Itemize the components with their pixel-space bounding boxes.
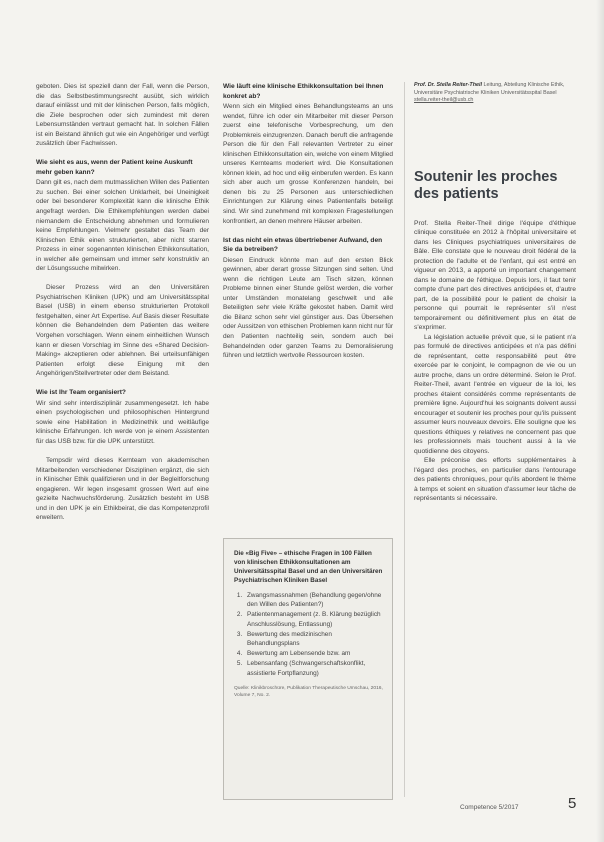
question-heading: Wie ist Ihr Team organisiert? bbox=[36, 389, 126, 397]
author-credit bbox=[414, 82, 576, 105]
paragraph: geboten. Dies ist speziell dann der Fall, wenn die Person, die das Selbstbestimmungsrecht ausübt, sich wirklich darauf einlässt und mit der klinischen Person, falls möglich, die Ziele besprochen oder sich zumindest mit deren Lebensumständen vertraut gemacht hat. In solchen Fällen ist ein Beistand ähnlich gut wie ein Angehöriger und verfügt zusätzlich über Fachwissen. bbox=[36, 83, 209, 148]
list-item: 3. Bewertung des medizinischen Behandlungsplans bbox=[244, 630, 384, 648]
paragraph: Elle préconise des efforts supplémentaires à l'égard des proches, en particulier dans l'entourage des patients chroniques, pour qu'ils abordent le thème à temps et soient en situation d'assumer leur tâche de représentants si nécessaire. bbox=[414, 457, 576, 503]
page-number: 5 bbox=[568, 795, 577, 812]
column-divider bbox=[404, 82, 405, 797]
column-right bbox=[414, 82, 576, 504]
question-heading: Wie sieht es aus, wenn der Patient keine Auskunft mehr geben kann? bbox=[36, 159, 193, 176]
page-edge-shadow bbox=[596, 0, 604, 842]
question-heading: Wie läuft eine klinische Ethikkonsultation bei Ihnen konkret ab? bbox=[223, 83, 384, 100]
list-item: 5. Lebensanfang (Schwangerschaftskonflikt, assistierte Fortpflanzung) bbox=[244, 659, 384, 677]
infobox-source: Quelle: Klinikbroschüre, Publikation Therapeutische Umschau, 2016, Volume 7, No. 2. bbox=[234, 685, 383, 698]
author-email-link[interactable]: stella.reiter-theil@usb.ch bbox=[414, 97, 474, 104]
paragraph: Tempsdir wird dieses Kernteam von akademischen Mitarbeitenden verschiedener Disziplinen ergänzt, die sich in Klinischer Ethik qualifizieren und in der Begleitforschung engagieren. Wir legen insgesamt grossen Wert auf eine gezielte Nachwuchsförderung. Zusätzlich besteht im USB und in den UPK je ein Ethikbeirat, die das Kompetenzprofil erweitern. bbox=[36, 457, 209, 522]
column-middle bbox=[223, 82, 393, 370]
infobox-list bbox=[234, 591, 384, 678]
column-left bbox=[36, 82, 209, 532]
big-five-infobox bbox=[223, 538, 393, 800]
paragraph: Prof. Stella Reiter-Theil dirige l'équipe d'éthique clinique constituée en 2012 à l'hôpital universitaire et dans les Cliniques psychiatriques universitaires de Bâle. Elle constate que le nouveau droit fédéral de la protection de l'adulte et de l'enfant, qui est entré en vigueur en 2013, a apporté un important changement dans le domaine de l'éthique. Depuis lors, il faut tenir compte d'une part des directives anticipées et, d'autre part, de la possibilité pour le patient de choisir la personne qui pourrait le représenter s'il n'est temporairement ou définitivement plus en état de s'exprimer. bbox=[414, 219, 576, 332]
author-role: Leitung, Abteilung Klinische Ethik, Universitäre Psychiatrische Kliniken Universitätsspital Basel bbox=[414, 82, 565, 96]
list-item: 1. Zwangsmassnahmen (Behandlung gegen/ohne den Willen des Patienten?) bbox=[244, 591, 384, 609]
list-item: 2. Patientenmanagement (z. B. Klärung bezüglich Anschlusslösung, Entlassung) bbox=[244, 610, 384, 628]
paragraph: Wir sind sehr interdisziplinär zusammengesetzt. Ich habe einen psychologischen und philosophischen Hintergrund sowie eine Habilitation in Medizinethik und weitläufige klinische Erfahrungen. Ich werde von je einem Assistenten für das USB bzw. für die UPK unterstützt. bbox=[36, 399, 209, 445]
paragraph: La législation actuelle prévoit que, si le patient n'a pas formulé de directives anticipées et n'a pas défini de représentant, cette responsabilité peut être exercée par le conjoint, le compagnon de vie ou un autre proche, dans un ordre déterminé. Selon le Prof. Reiter-Theil, avant l'entrée en vigueur de la loi, les proches étaient considérés comme représentants de première ligne. Aujourd'hui les soignants doivent aussi encourager et soutenir les proches pour qu'ils puissent assumer leurs nouveaux devoirs. Elle souligne que les questions éthiques y relatives ne concernent pas que les professionnels mais touchent aussi à la vie quotidienne des citoyens. bbox=[414, 333, 576, 455]
infobox-title: Die «Big Five» – ethische Fragen in 100 Fällen von klinischen Ethikkonsultationen am Universitätsspital Basel und an den Universitären Psychiatrischen Kliniken Basel bbox=[234, 550, 383, 584]
list-item: 4. Bewertung am Lebensende bzw. am bbox=[244, 649, 384, 658]
magazine-issue: Competence 5/2017 bbox=[460, 804, 519, 811]
question-heading: Ist das nicht ein etwas übertriebener Aufwand, den Sie da betreiben? bbox=[223, 236, 383, 254]
paragraph: Diesen Eindruck könnte man auf den ersten Blick gewinnen, aber derart grosse Sitzungen sind selten. Und wenn die richtigen Leute am Tisch sitzen, können Probleme binnen einer Stunde gelöst werden, die vorher unter Umständen monatelang geschwelt und alle Beteiligten sehr viele Kräfte gekostet haben. Damit wird die Bilanz schon sehr viel günstiger aus. Das Übersehen oder Aussitzen von ethischen Problemen kann nicht nur für den Patienten nachteilig sein, sondern auch bei Behandelnden oder ganzen Teams zu Demoralisierung führen und letztlich wertvolle Ressourcen kosten. bbox=[223, 256, 393, 360]
author-name: Prof. Dr. Stella Reiter-Theil bbox=[414, 82, 482, 88]
paragraph: Wenn sich ein Mitglied eines Behandlungsteams an uns wendet, führe ich oder ein Mitarbeiter mit dieser Person zuerst eine telefonische Vorbesprechung, um den Problemkreis einzugrenzen. Danach beruft die anfragende Person die für den Fall relevanten Vertreter zu einer klinischen Ethikkonsultation ein, welche von einem Mitglied unseres Kernteams moderiert wird. Die Konsultationen können klein, ad hoc und eilig einberufen werden. Es kann sich aber auch um grosse Konferenzen handeln, bei denen bis zu 25 Personen aus unterschiedlichen Einrichtungen zur Klärung eines Patientenfalls beteiligt sind. Wir sind zunehmend mit komplexen Fragestellungen konfrontiert, an denen mehrere Häuser arbeiten. bbox=[223, 103, 393, 225]
paragraph: Dieser Prozess wird an den Universitären Psychiatrischen Kliniken (UPK) und am Universitätsspital Basel (USB) in einem ebenso strukturierten Protokoll festgehalten, einer Art Expertise. Auf Basis dieser Resultate können die Behandelnden dem Patienten das weitere Vorgehen vorschlagen. Wenn einem einheitlichen Wunsch kann er diesen Vorschlag im Sinne des «Shared Decision-Making» akzeptieren oder ablehnen. Bei urteilsunfähigen Patienten erfolgt diese Einigung mit den Angehörigen/Stellvertreter oder dem Beistand. bbox=[36, 284, 209, 378]
paragraph: Dann gilt es, nach dem mutmasslichen Willen des Patienten zu suchen. Bei einer solchen Unklarheit, bei Uneinigkeit oder bei besonderer Komplexität kann die klinische Ethik angefragt werden. Die Ethikempfehlungen werden dabei niemandem die Entscheidung abnehmen und formulieren keine Empfehlungen. Vielmehr gestaltet das Team der Klinischen Ethik einen strukturierten, aber nicht starren Prozess in einer sogenannten klinischen Ethikkonsultation, in welcher alle gemeinsam und immer sehr konstruktiv an der Lösungssuche mitwirken. bbox=[36, 179, 209, 273]
french-summary-title: Soutenir les proches des patients bbox=[414, 168, 558, 202]
